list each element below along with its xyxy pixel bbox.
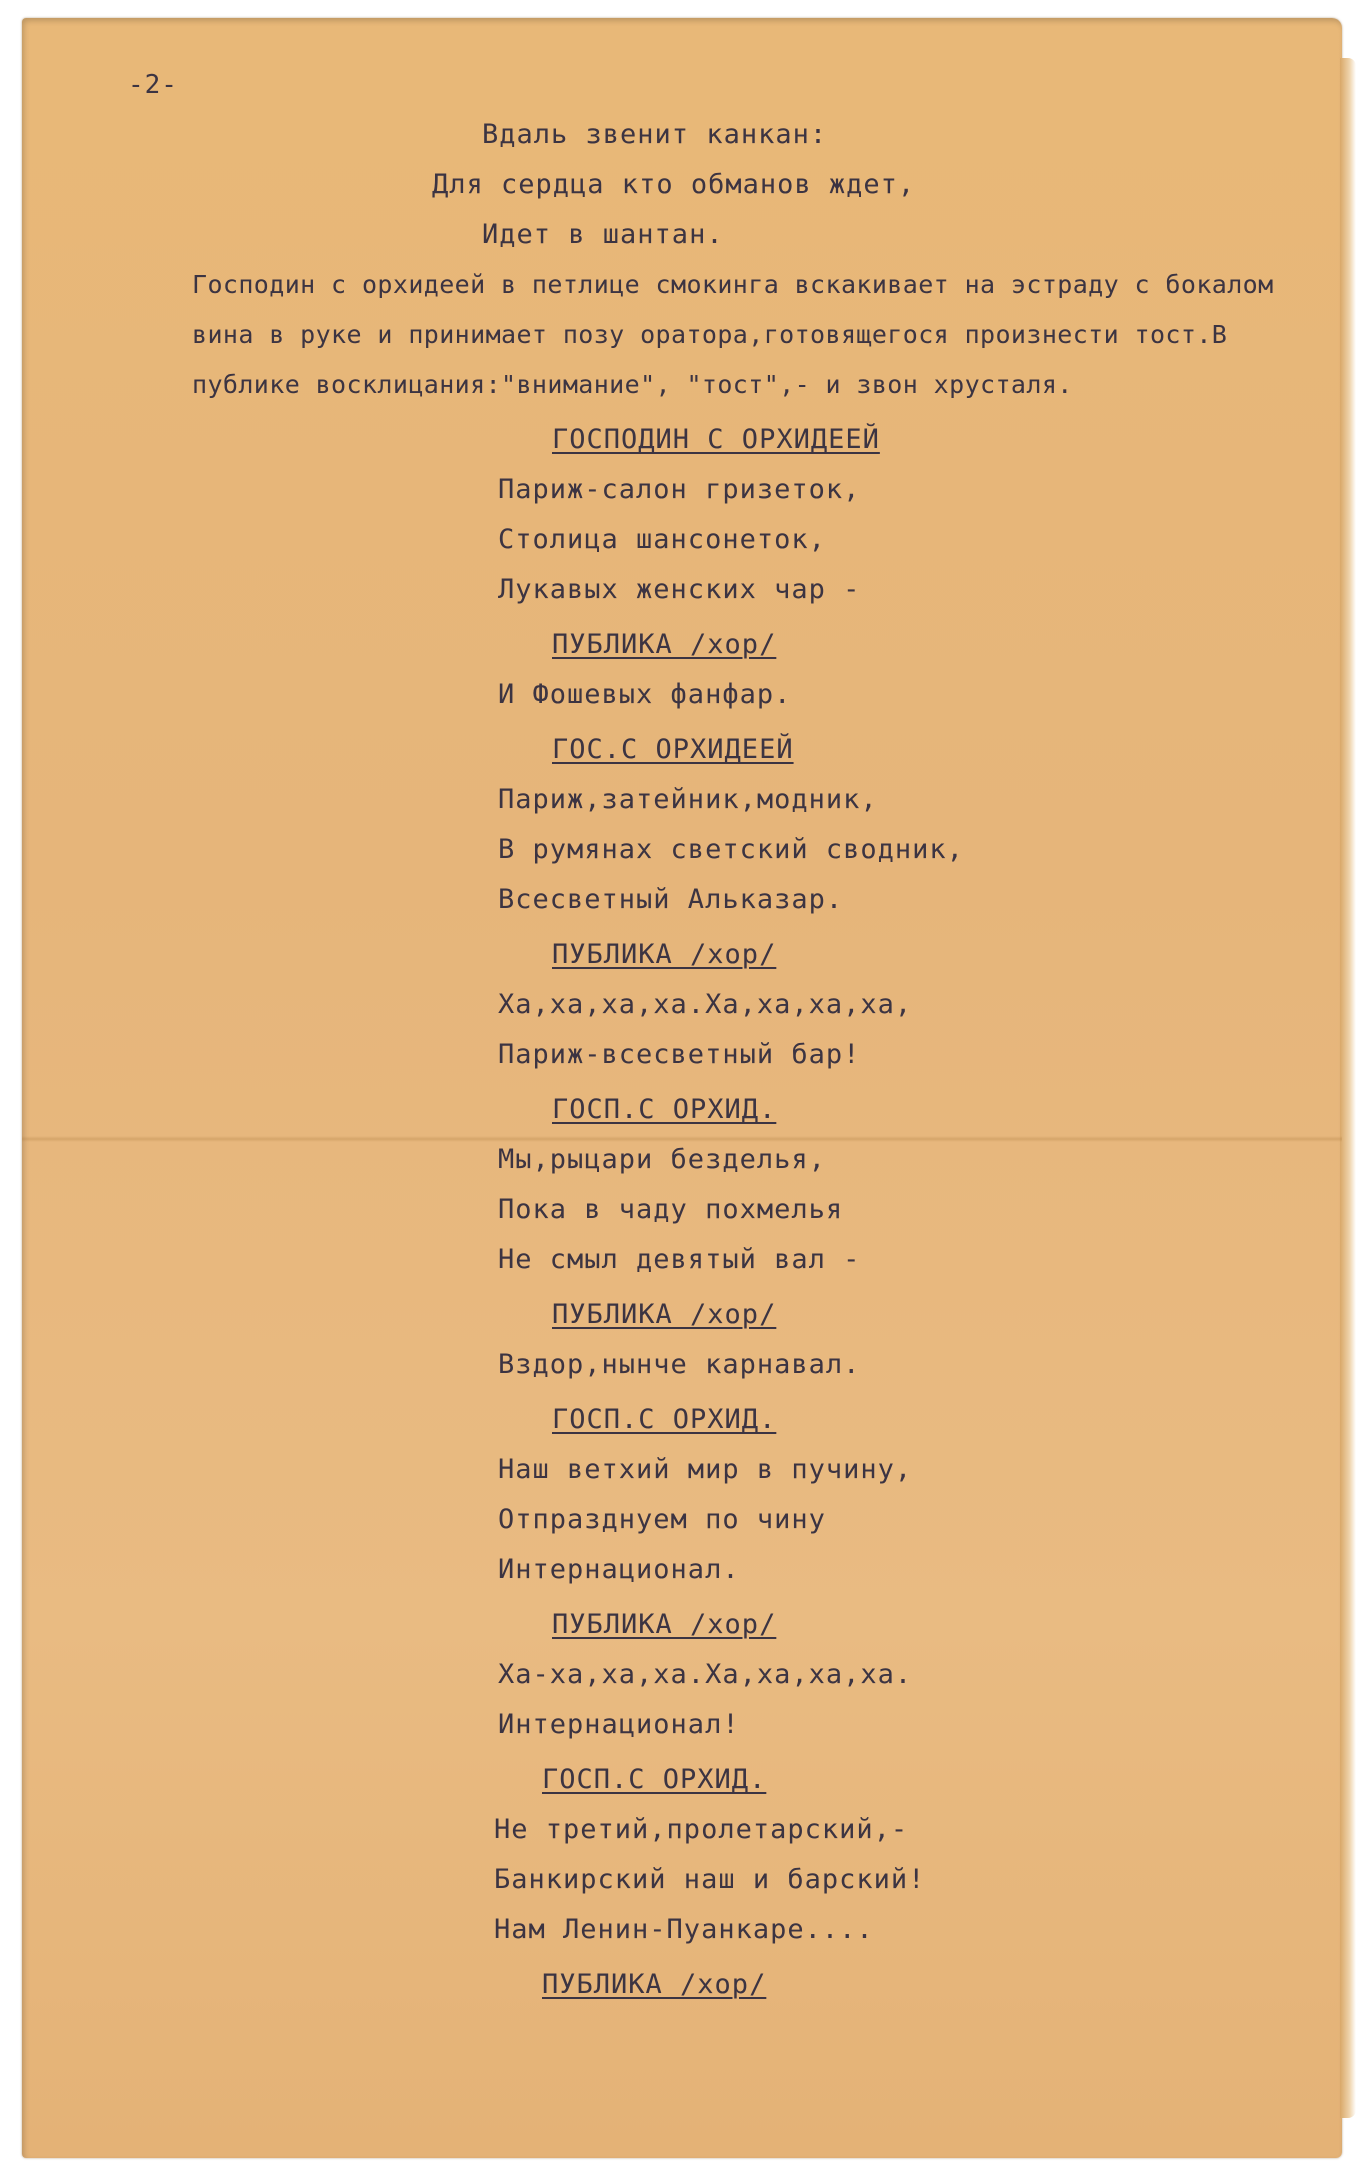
verse-line: Вздор,нынче карнавал. <box>498 1349 861 1380</box>
stage-direction-line: Господин с орхидеей в петлице смокинга вскакивает на эстраду с бокалом <box>192 270 1274 299</box>
verse-line: Банкирский наш и барский! <box>494 1864 926 1895</box>
verse-line: Не третий,пролетарский,- <box>494 1814 909 1845</box>
speaker-label: ГОСП.С ОРХИД. <box>552 1094 777 1125</box>
paper-fold <box>22 1136 1342 1142</box>
verse-line: Интернационал. <box>498 1554 740 1585</box>
verse-line: Отпразднуем по чину <box>498 1504 826 1535</box>
verse-line: Лукавых женских чар - <box>498 574 861 605</box>
speaker-label: ГОСП.С ОРХИД. <box>542 1764 767 1795</box>
speaker-label: ПУБЛИКА /хор/ <box>552 1299 777 1330</box>
verse-line: Интернационал! <box>498 1709 740 1740</box>
stage-direction-line: вина в руке и принимает позу оратора,готовящегося произнести тост.В <box>192 320 1228 349</box>
speaker-label: ПУБЛИКА /хор/ <box>552 629 777 660</box>
verse-line: Париж-всесветный бар! <box>498 1039 861 1070</box>
verse-line: Пока в чаду похмелья <box>498 1194 844 1225</box>
intro-line: Вдаль звенит канкан: <box>482 119 828 150</box>
speaker-label: ГОС.С ОРХИДЕЕЙ <box>552 734 794 765</box>
verse-line: Ха,ха,ха,ха.Ха,ха,ха,ха, <box>498 989 913 1020</box>
speaker-label: ПУБЛИКА /хор/ <box>552 1609 777 1640</box>
verse-line: Ха-ха,ха,ха.Ха,ха,ха,ха. <box>498 1659 913 1690</box>
stage-direction-line: публике восклицания:"внимание", "тост",- и звон хрусталя. <box>192 370 1073 399</box>
verse-line: Всесветный Альказар. <box>498 884 844 915</box>
verse-line: Столица шансонеток, <box>498 524 826 555</box>
verse-line: Париж-салон гризеток, <box>498 474 861 505</box>
intro-line: Для сердца кто обманов ждет, <box>432 169 916 200</box>
speaker-label: ГОСП.С ОРХИД. <box>552 1404 777 1435</box>
verse-line: Нам Ленин-Пуанкаре.... <box>494 1914 874 1945</box>
verse-line: Мы,рыцари безделья, <box>498 1144 826 1175</box>
page-edge <box>1340 58 1356 2118</box>
typescript-page <box>22 18 1342 2158</box>
verse-line: Не смыл девятый вал - <box>498 1244 861 1275</box>
verse-line: Париж,затейник,модник, <box>498 784 878 815</box>
verse-line: В румянах светский сводник, <box>498 834 964 865</box>
speaker-label: ГОСПОДИН С ОРХИДЕЕЙ <box>552 424 880 455</box>
page-number: -2- <box>128 70 178 100</box>
intro-line: Идет в шантан. <box>482 219 724 250</box>
speaker-label: ПУБЛИКА /хор/ <box>542 1969 767 2000</box>
verse-line: Наш ветхий мир в пучину, <box>498 1454 913 1485</box>
speaker-label: ПУБЛИКА /хор/ <box>552 939 777 970</box>
verse-line: И Фошевых фанфар. <box>498 679 792 710</box>
